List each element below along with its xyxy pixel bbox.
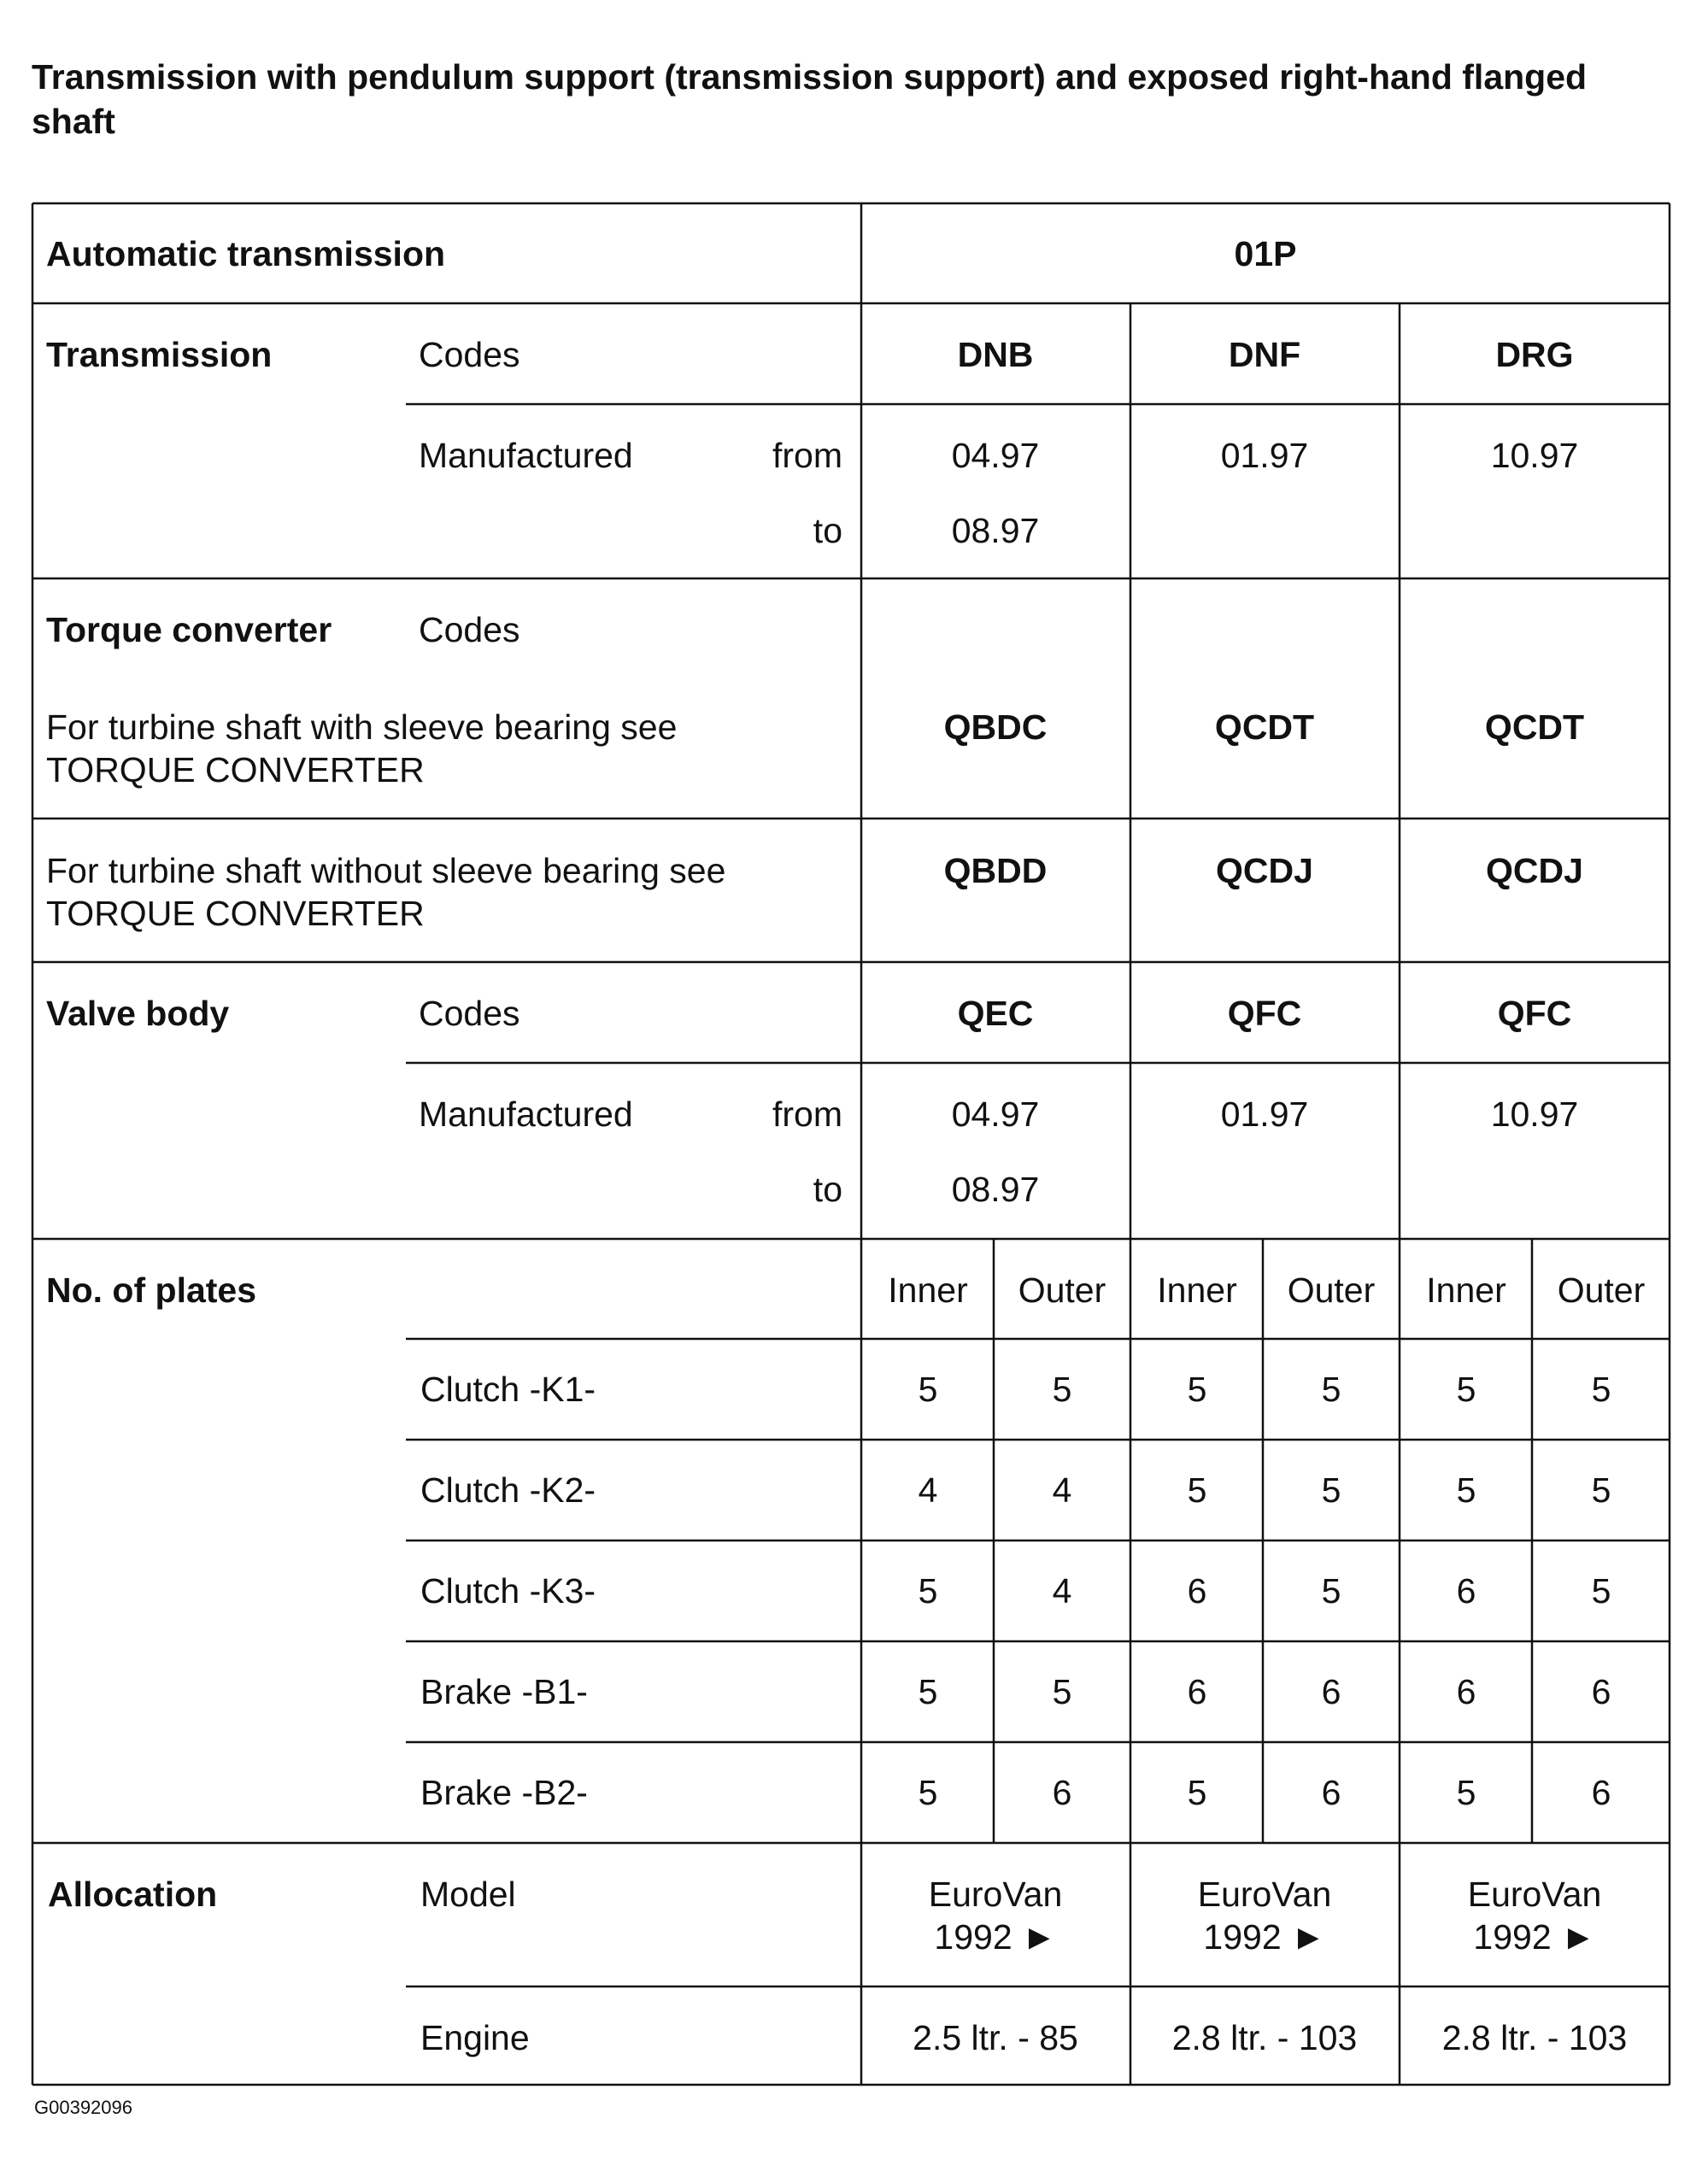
valve-body-codes-label: Codes — [419, 994, 520, 1033]
plates-cell: 5 — [918, 1773, 938, 1812]
torque-converter-label: Torque converter — [46, 610, 332, 649]
plates-cell: 6 — [1052, 1773, 1072, 1812]
plates-header-outer: Outer — [1557, 1270, 1646, 1310]
plates-cell: 6 — [1591, 1672, 1611, 1711]
plates-cell: 5 — [1456, 1370, 1476, 1409]
transmission-label: Transmission — [46, 335, 273, 374]
transmission-to-label: to — [813, 511, 842, 550]
plates-row-label: Clutch -K2- — [420, 1470, 596, 1510]
transmission-from-date: 01.97 — [1220, 436, 1309, 475]
plates-cell: 5 — [1187, 1370, 1207, 1409]
allocation-model-year: 1992 ► — [1203, 1917, 1326, 1957]
transmission-to-date: 08.97 — [951, 511, 1040, 550]
transmission-code: DRG — [1495, 335, 1574, 374]
plates-row-label: Clutch -K3- — [420, 1571, 596, 1611]
plates-cell: 5 — [1052, 1370, 1072, 1409]
plates-cell: 5 — [1187, 1773, 1207, 1812]
valve-body-from-date: 10.97 — [1490, 1094, 1579, 1134]
page-title: Transmission with pendulum support (transmission support) and exposed right-hand flanged shaft — [32, 57, 1588, 141]
plates-cell: 5 — [1591, 1470, 1611, 1510]
allocation-model-year: 1992 ► — [934, 1917, 1057, 1957]
allocation-label: Allocation — [48, 1875, 218, 1914]
plates-cell: 5 — [1591, 1370, 1611, 1409]
plates-cell: 5 — [1456, 1773, 1476, 1812]
plates-cell: 6 — [1321, 1773, 1341, 1812]
allocation-model-year: 1992 ► — [1473, 1917, 1596, 1957]
allocation-model: EuroVan — [1467, 1875, 1602, 1914]
allocation-engine: 2.5 ltr. - 85 — [913, 2018, 1078, 2057]
valve-body-code: QFC — [1497, 994, 1572, 1033]
plates-cell: 5 — [1321, 1370, 1341, 1409]
plates-cell: 5 — [918, 1672, 938, 1711]
plates-header-inner: Inner — [1157, 1270, 1237, 1310]
plates-cell: 5 — [1187, 1470, 1207, 1510]
allocation-engine-label: Engine — [420, 2018, 530, 2057]
transmission-from-date: 04.97 — [951, 436, 1040, 475]
plates-cell: 6 — [1321, 1672, 1341, 1711]
without-sleeve-code: QCDJ — [1486, 851, 1583, 890]
valve-body-code: QEC — [957, 994, 1034, 1033]
plates-cell: 5 — [1321, 1470, 1341, 1510]
plates-row-label: Clutch -K1- — [420, 1370, 596, 1409]
plates-cell: 4 — [1052, 1470, 1072, 1510]
allocation-model: EuroVan — [1197, 1875, 1332, 1914]
plates-cell: 6 — [1187, 1672, 1207, 1711]
plates-header-outer: Outer — [1018, 1270, 1106, 1310]
plates-row-label: Brake -B2- — [420, 1773, 588, 1812]
plates-row-label: Brake -B1- — [420, 1672, 588, 1711]
plates-cell: 5 — [1456, 1470, 1476, 1510]
allocation-model: EuroVan — [928, 1875, 1063, 1914]
with-sleeve-code: QBDC — [943, 707, 1048, 747]
transmission-manufactured-label: Manufactured — [419, 436, 633, 475]
plates-cell: 5 — [1052, 1672, 1072, 1711]
plates-cell: 4 — [1052, 1571, 1072, 1611]
without-sleeve-code: QBDD — [943, 851, 1048, 890]
valve-body-manufactured-label: Manufactured — [419, 1094, 633, 1134]
without-sleeve-note-line2: TORQUE CONVERTER — [46, 894, 425, 933]
valve-body-from-date: 04.97 — [951, 1094, 1040, 1134]
plates-header-inner: Inner — [1426, 1270, 1506, 1310]
with-sleeve-code: QCDT — [1484, 707, 1585, 747]
automatic-transmission-label: Automatic transmission — [46, 234, 446, 273]
plates-cell: 6 — [1591, 1773, 1611, 1812]
figure-id: G00392096 — [34, 2097, 132, 2118]
allocation-model-label: Model — [420, 1875, 516, 1914]
valve-body-to-date: 08.97 — [951, 1170, 1040, 1209]
plates-header-inner: Inner — [888, 1270, 968, 1310]
transmission-from-date: 10.97 — [1490, 436, 1579, 475]
plates-cell: 6 — [1456, 1672, 1476, 1711]
without-sleeve-code: QCDJ — [1216, 851, 1313, 890]
allocation-engine: 2.8 ltr. - 103 — [1441, 2018, 1628, 2057]
with-sleeve-code: QCDT — [1214, 707, 1315, 747]
valve-body-code: QFC — [1227, 994, 1302, 1033]
plates-label: No. of plates — [46, 1270, 257, 1310]
allocation-engine: 2.8 ltr. - 103 — [1171, 2018, 1358, 2057]
transmission-codes-label: Codes — [419, 335, 520, 374]
without-sleeve-note-line1: For turbine shaft without sleeve bearing see — [46, 851, 726, 890]
torque-converter-codes-label: Codes — [419, 610, 520, 649]
with-sleeve-note-line1: For turbine shaft with sleeve bearing see — [46, 707, 678, 747]
plates-header-outer: Outer — [1287, 1270, 1376, 1310]
transmission-from-label: from — [772, 436, 842, 475]
valve-body-from-date: 01.97 — [1220, 1094, 1309, 1134]
transmission-code: DNB — [957, 335, 1034, 374]
transmission-type-value: 01P — [1234, 234, 1297, 273]
transmission-code: DNF — [1228, 335, 1301, 374]
valve-body-from-label: from — [772, 1094, 842, 1134]
valve-body-to-label: to — [813, 1170, 842, 1209]
plates-cell: 6 — [1456, 1571, 1476, 1611]
plates-cell: 5 — [1591, 1571, 1611, 1611]
plates-cell: 6 — [1187, 1571, 1207, 1611]
with-sleeve-note-line2: TORQUE CONVERTER — [46, 750, 425, 789]
valve-body-label: Valve body — [46, 994, 230, 1033]
plates-cell: 5 — [1321, 1571, 1341, 1611]
plates-cell: 4 — [918, 1470, 938, 1510]
plates-cell: 5 — [918, 1571, 938, 1611]
plates-cell: 5 — [918, 1370, 938, 1409]
